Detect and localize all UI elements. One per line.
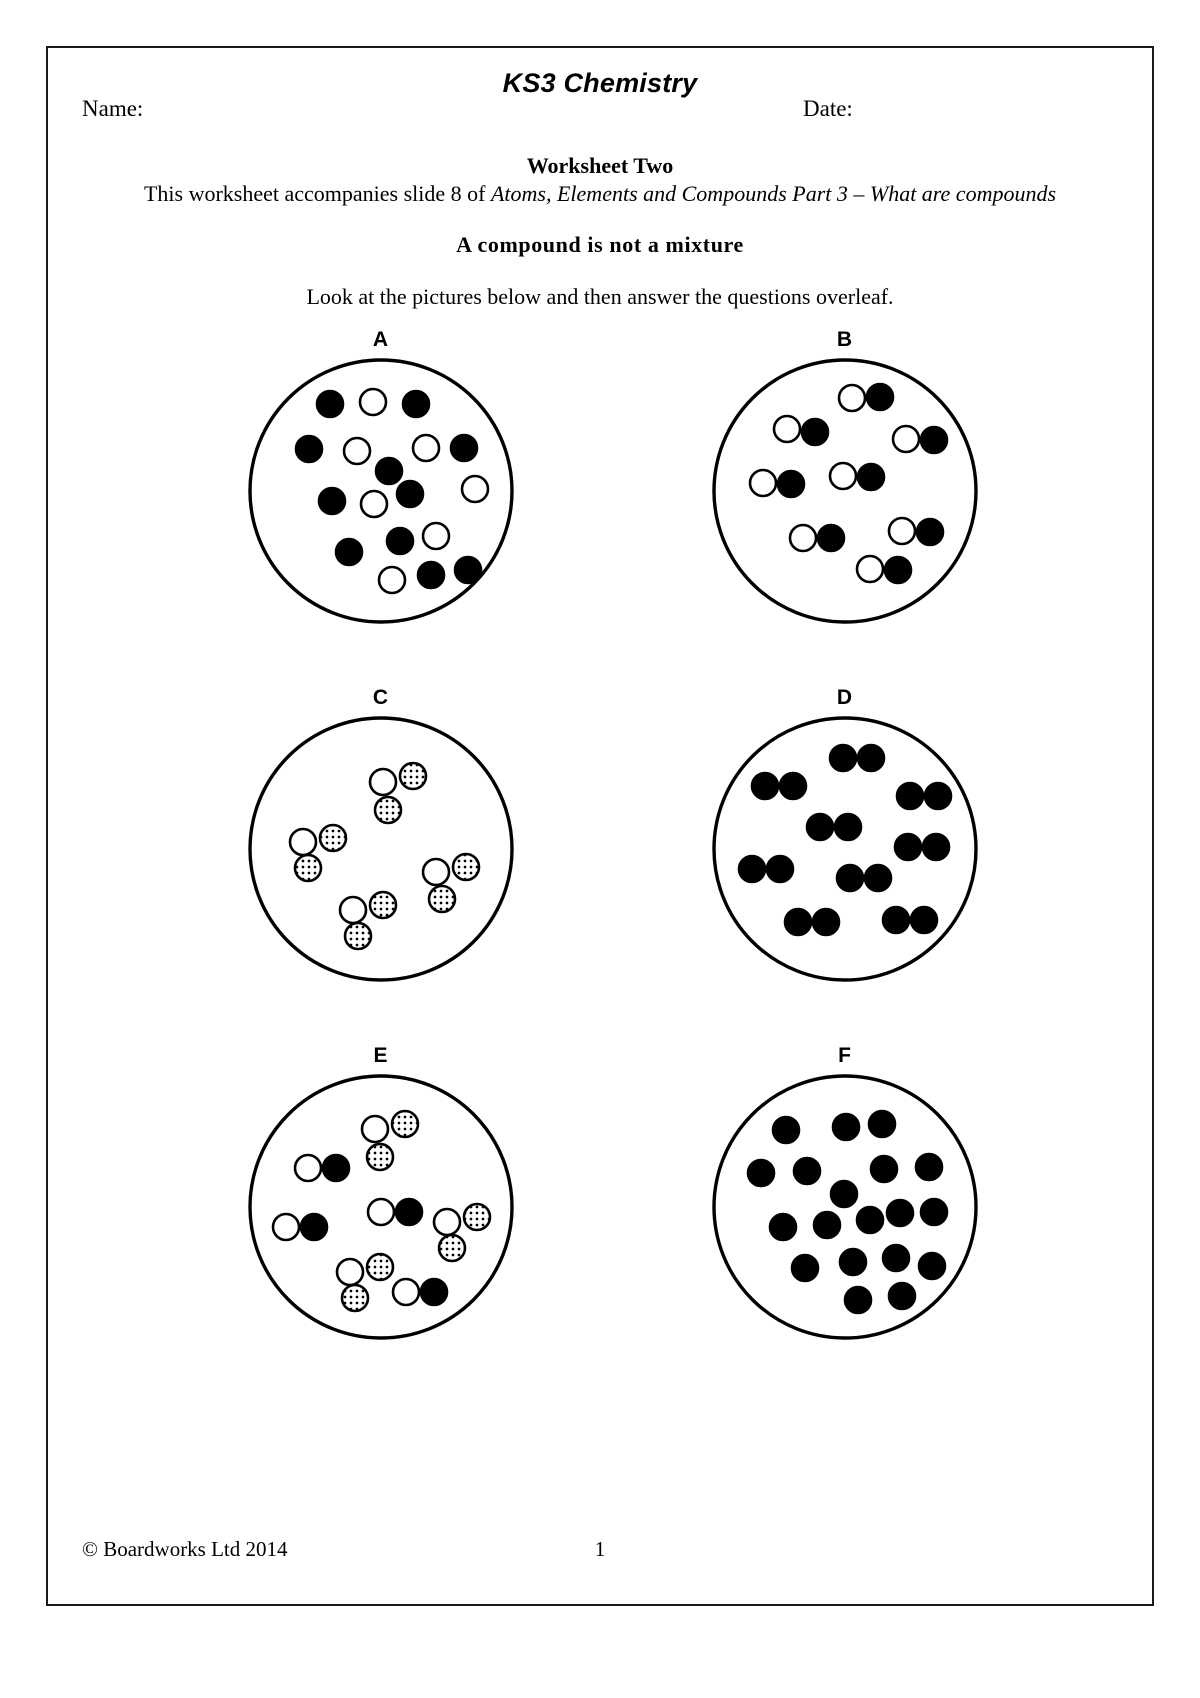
atom-filled [867,384,893,410]
atom-filled [773,1117,799,1143]
atom-filled [794,1158,820,1184]
atom-filled [858,745,884,771]
atom-filled [807,814,833,840]
atom-dotted [345,923,371,949]
accompanies-prefix: This worksheet accompanies slide 8 of [143,181,491,206]
atom-filled [752,773,778,799]
atom-filled [387,528,413,554]
beaker-f [690,1044,1000,1364]
beaker-circle-b [710,356,980,626]
beaker-b [690,328,1000,648]
footer-page-number: 1 [594,1537,606,1561]
atom-open [379,567,405,593]
atom-filled [767,856,793,882]
atom-open [368,1199,394,1225]
atom-filled [780,773,806,799]
atom-filled [925,783,951,809]
atom-open [857,556,883,582]
beaker-label-c: C [372,686,390,709]
beaker-e [226,1044,536,1364]
atom-filled [785,909,811,935]
atom-filled [814,1212,840,1238]
atom-dotted [439,1235,465,1261]
atom-filled [833,1114,859,1140]
atom-open [774,416,800,442]
atom-filled [895,834,921,860]
atom-open [273,1214,299,1240]
atom-open [423,859,449,885]
atom-filled [778,471,804,497]
atom-filled [802,419,828,445]
atom-open [344,438,370,464]
beaker-c [226,686,536,1006]
beaker-label-b: B [836,328,854,351]
beaker-circle-d [710,714,980,984]
accompanies-line [48,181,1152,207]
atom-filled [845,1287,871,1313]
atom-dotted [375,797,401,823]
atom-filled [871,1156,897,1182]
worksheet-subtitle: Worksheet Two [526,153,674,178]
atom-filled [858,464,884,490]
atom-filled [296,436,322,462]
atom-dotted [429,886,455,912]
atom-filled [748,1160,774,1186]
beaker-outline [250,718,512,980]
atom-dotted [295,855,321,881]
beaker-a [226,328,536,648]
atom-open [295,1155,321,1181]
atom-filled [739,856,765,882]
atom-filled [421,1279,447,1305]
atom-dotted [464,1204,490,1230]
atom-filled [792,1255,818,1281]
atom-filled [813,909,839,935]
atom-dotted [370,892,396,918]
atom-open [413,435,439,461]
atom-filled [883,1245,909,1271]
beaker-label-f: F [838,1044,852,1067]
atom-dotted [367,1254,393,1280]
atom-open [361,491,387,517]
atom-filled [451,435,477,461]
beaker-d [690,686,1000,1006]
atom-open [362,1116,388,1142]
atom-filled [919,1253,945,1279]
atom-filled [840,1249,866,1275]
atom-filled [403,391,429,417]
atom-filled [317,391,343,417]
atom-open [839,385,865,411]
atom-open [830,463,856,489]
date-field-label: Date: [803,96,853,121]
atom-open [893,426,919,452]
atom-dotted [400,763,426,789]
atom-dotted [453,854,479,880]
atom-filled [323,1155,349,1181]
section-heading: A compound is not a mixture [456,232,744,257]
worksheet-page [46,46,1154,1606]
atom-filled [301,1214,327,1240]
atom-dotted [392,1111,418,1137]
footer-copyright: © Boardworks Ltd 2014 [82,1537,288,1561]
atom-open [790,525,816,551]
atom-filled [916,1154,942,1180]
beaker-circle-c [246,714,516,984]
atom-open [889,518,915,544]
page-title: KS3 Chemistry [502,68,698,98]
atom-filled [831,1181,857,1207]
beaker-label-a: A [372,328,390,351]
atom-filled [921,427,947,453]
atom-open [340,897,366,923]
atom-filled [818,525,844,551]
atom-dotted [342,1285,368,1311]
instruction-text: Look at the pictures below and then answer the questions overleaf. [306,284,894,309]
atom-filled [455,557,481,583]
atom-filled [418,562,444,588]
atom-filled [319,488,345,514]
atom-open [462,476,488,502]
atom-filled [336,539,362,565]
atom-filled [770,1214,796,1240]
atom-filled [376,458,402,484]
beaker-label-d: D [836,686,854,709]
beaker-circle-f [710,1072,980,1342]
atom-filled [923,834,949,860]
atom-filled [857,1207,883,1233]
atom-open [423,523,449,549]
name-field-label: Name: [82,96,144,121]
atom-open [393,1279,419,1305]
atom-filled [921,1199,947,1225]
atom-open [290,829,316,855]
atom-open [434,1209,460,1235]
beaker-label-e: E [373,1044,389,1067]
beaker-circle-e [246,1072,516,1342]
beaker-circle-a [246,356,516,626]
atom-filled [917,519,943,545]
atom-open [750,470,776,496]
atom-open [337,1259,363,1285]
atom-filled [865,865,891,891]
atom-filled [396,1199,422,1225]
atom-filled [830,745,856,771]
atom-filled [837,865,863,891]
atom-dotted [367,1144,393,1170]
atom-filled [897,783,923,809]
atom-open [370,769,396,795]
atom-filled [911,907,937,933]
atom-filled [397,481,423,507]
atom-filled [835,814,861,840]
atom-dotted [320,825,346,851]
atom-filled [883,907,909,933]
atom-filled [869,1111,895,1137]
accompanies-source-title: Atoms, Elements and Compounds Part 3 – What are compounds [490,181,1057,206]
atom-filled [889,1283,915,1309]
atom-filled [887,1200,913,1226]
atom-filled [885,557,911,583]
atom-open [360,389,386,415]
